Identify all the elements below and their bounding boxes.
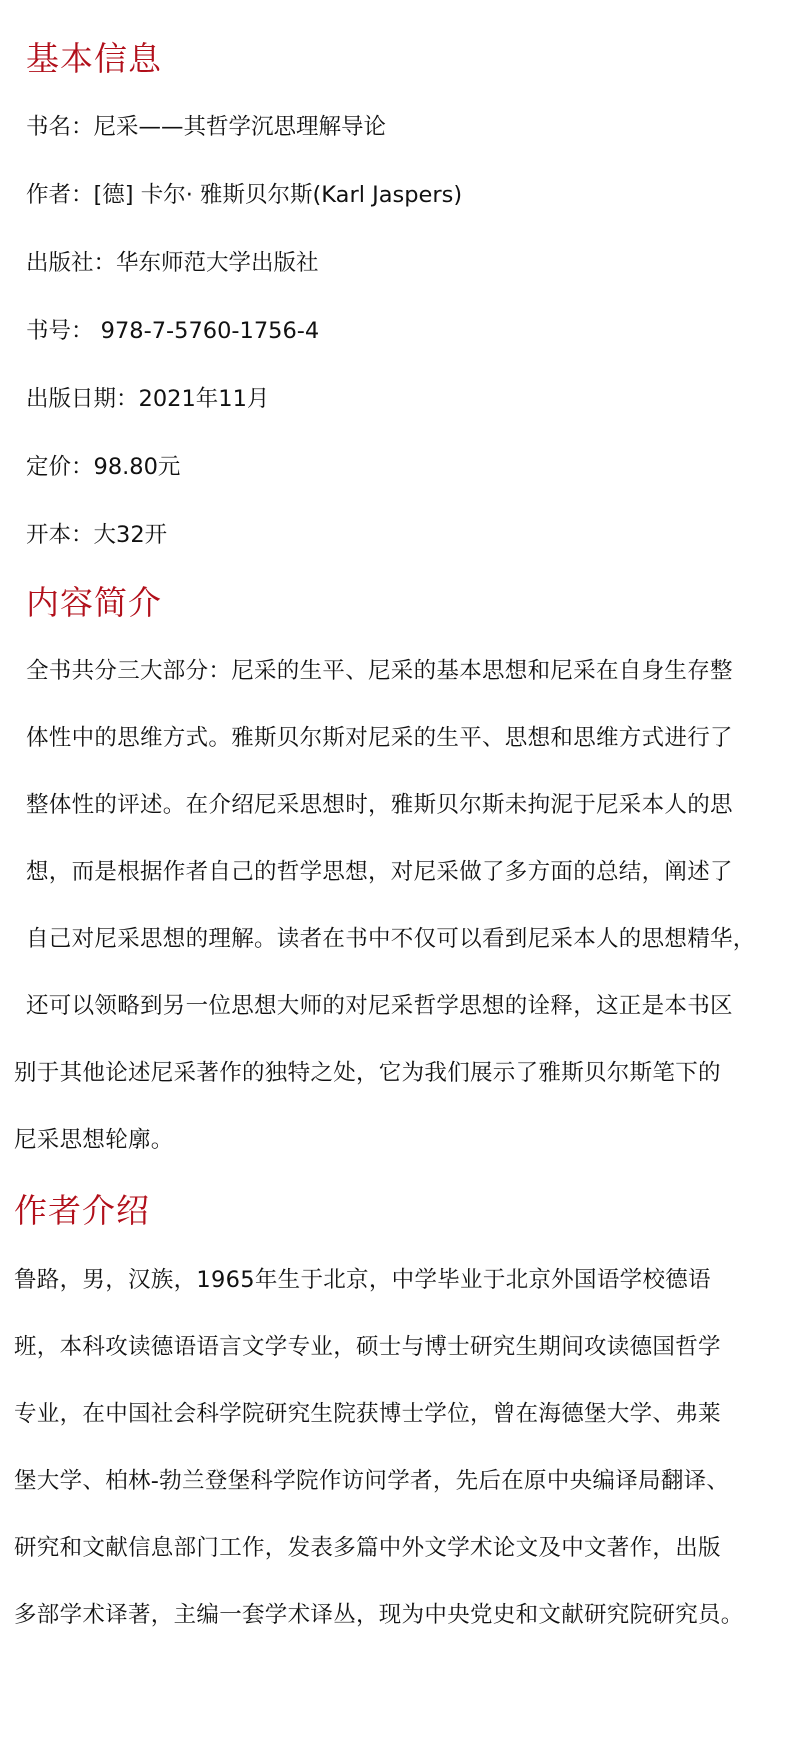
- summary-line: 体性中的思维方式。雅斯贝尔斯对尼采的生平、思想和思维方式进行了: [26, 725, 733, 751]
- summary-line: 全书共分三大部分：尼采的生平、尼采的基本思想和尼采在自身生存整: [26, 658, 733, 684]
- author-line: 堡大学、柏林-勃兰登堡科学院作访问学者，先后在原中央编译局翻译、: [14, 1468, 730, 1494]
- author-line: 班，本科攻读德语语言文学专业，硕士与博士研究生期间攻读德国哲学: [14, 1334, 721, 1360]
- info-pub-date: 出版日期：2021年11月: [26, 386, 270, 412]
- summary-line: 整体性的评述。在介绍尼采思想时，雅斯贝尔斯未拘泥于尼采本人的思: [26, 792, 733, 818]
- info-title: 书名：尼采——其哲学沉思理解导论: [26, 114, 387, 140]
- author-heading: 作者介绍: [14, 1191, 150, 1230]
- info-author: 作者：[德] 卡尔· 雅斯贝尔斯(Karl Jaspers): [26, 182, 463, 208]
- summary-paragraph: [14, 638, 784, 1174]
- author-line: 研究和文献信息部门工作，发表多篇中外文学术论文及中文著作，出版: [14, 1535, 721, 1561]
- author-line: 鲁路，男，汉族，1965年生于北京，中学毕业于北京外国语学校德语: [14, 1267, 711, 1293]
- author-line: 专业，在中国社会科学院研究生院获博士学位，曾在海德堡大学、弗莱: [14, 1401, 721, 1427]
- author-line: 多部学术译著，主编一套学术译丛，现为中央党史和文献研究院研究员。: [14, 1602, 744, 1628]
- summary-heading: 内容简介: [26, 583, 162, 622]
- summary-line: 想，而是根据作者自己的哲学思想，对尼采做了多方面的总结，阐述了: [26, 859, 733, 885]
- summary-line: 尼采思想轮廓。: [14, 1127, 174, 1153]
- author-paragraph: [14, 1247, 784, 1649]
- info-price: 定价：98.80元: [26, 454, 181, 480]
- basic-info-heading: 基本信息: [26, 39, 162, 78]
- info-isbn: 书号： 978-7-5760-1756-4: [26, 318, 320, 344]
- info-format: 开本：大32开: [26, 522, 168, 548]
- info-publisher: 出版社：华东师范大学出版社: [26, 250, 319, 276]
- basic-info-list: [26, 112, 462, 588]
- summary-line: 别于其他论述尼采著作的独特之处，它为我们展示了雅斯贝尔斯笔下的: [14, 1060, 721, 1086]
- summary-line: 自己对尼采思想的理解。读者在书中不仅可以看到尼采本人的思想精华，: [26, 926, 756, 952]
- summary-line: 还可以领略到另一位思想大师的对尼采哲学思想的诠释，这正是本书区: [26, 993, 733, 1019]
